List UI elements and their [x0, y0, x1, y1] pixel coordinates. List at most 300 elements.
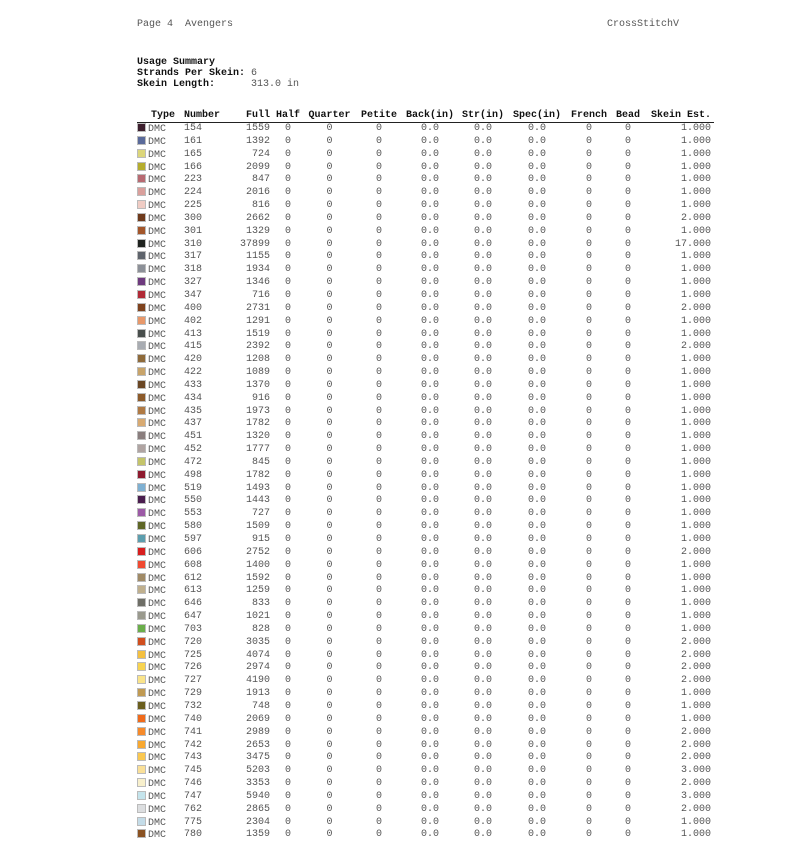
thread-type-cell — [137, 393, 181, 406]
half-count: 0 — [273, 778, 303, 791]
thread-number: 743 — [181, 752, 227, 765]
color-swatch-icon — [137, 585, 146, 594]
straight-length: 0.0 — [458, 765, 508, 778]
thread-type-cell — [137, 675, 181, 688]
straight-length: 0.0 — [458, 714, 508, 727]
thread-type: DMC — [148, 676, 166, 687]
half-count: 0 — [273, 714, 303, 727]
half-count: 0 — [273, 547, 303, 560]
table-header-row — [137, 110, 714, 123]
full-count: 1559 — [227, 123, 273, 136]
quarter-count: 0 — [303, 303, 356, 316]
thread-type: DMC — [148, 792, 166, 803]
straight-length: 0.0 — [458, 123, 508, 136]
page-number: Page 4 — [137, 19, 173, 30]
skein-estimate: 2.000 — [644, 727, 714, 740]
bead-count: 0 — [612, 354, 644, 367]
color-swatch-icon — [137, 393, 146, 402]
bead-count: 0 — [612, 752, 644, 765]
back-length: 0.0 — [402, 174, 458, 187]
straight-length: 0.0 — [458, 804, 508, 817]
bead-count: 0 — [612, 431, 644, 444]
french-count: 0 — [566, 277, 612, 290]
thread-number: 741 — [181, 727, 227, 740]
thread-type-cell — [137, 688, 181, 701]
back-length: 0.0 — [402, 354, 458, 367]
table-row — [137, 675, 714, 688]
full-count: 1777 — [227, 444, 273, 457]
bead-count: 0 — [612, 277, 644, 290]
petite-count: 0 — [356, 200, 402, 213]
thread-type-cell — [137, 264, 181, 277]
straight-length: 0.0 — [458, 521, 508, 534]
thread-type-cell — [137, 162, 181, 175]
color-swatch-icon — [137, 662, 146, 671]
special-length: 0.0 — [508, 187, 566, 200]
petite-count: 0 — [356, 637, 402, 650]
french-count: 0 — [566, 329, 612, 342]
petite-count: 0 — [356, 573, 402, 586]
bead-count: 0 — [612, 470, 644, 483]
bead-count: 0 — [612, 637, 644, 650]
thread-type-cell — [137, 277, 181, 290]
back-length: 0.0 — [402, 701, 458, 714]
bead-count: 0 — [612, 829, 644, 842]
half-count: 0 — [273, 534, 303, 547]
bead-count: 0 — [612, 778, 644, 791]
skein-estimate: 2.000 — [644, 637, 714, 650]
thread-type-cell — [137, 585, 181, 598]
thread-number: 415 — [181, 341, 227, 354]
special-length: 0.0 — [508, 740, 566, 753]
full-count: 1320 — [227, 431, 273, 444]
color-swatch-icon — [137, 495, 146, 504]
skein-estimate: 2.000 — [644, 675, 714, 688]
skein-estimate: 1.000 — [644, 174, 714, 187]
table-row — [137, 354, 714, 367]
thread-number: 762 — [181, 804, 227, 817]
back-length: 0.0 — [402, 418, 458, 431]
thread-type-cell — [137, 791, 181, 804]
special-length: 0.0 — [508, 829, 566, 842]
thread-type-cell — [137, 136, 181, 149]
color-swatch-icon — [137, 701, 146, 710]
quarter-count: 0 — [303, 778, 356, 791]
quarter-count: 0 — [303, 162, 356, 175]
full-count: 2653 — [227, 740, 273, 753]
bead-count: 0 — [612, 239, 644, 252]
thread-number: 402 — [181, 316, 227, 329]
table-row — [137, 136, 714, 149]
full-count: 1782 — [227, 470, 273, 483]
petite-count: 0 — [356, 329, 402, 342]
thread-number: 225 — [181, 200, 227, 213]
french-count: 0 — [566, 187, 612, 200]
thread-type: DMC — [148, 535, 166, 546]
special-length: 0.0 — [508, 277, 566, 290]
skein-estimate: 1.000 — [644, 187, 714, 200]
half-count: 0 — [273, 585, 303, 598]
back-length: 0.0 — [402, 547, 458, 560]
special-length: 0.0 — [508, 585, 566, 598]
petite-count: 0 — [356, 470, 402, 483]
quarter-count: 0 — [303, 829, 356, 842]
thread-type: DMC — [148, 728, 166, 739]
back-length: 0.0 — [402, 457, 458, 470]
petite-count: 0 — [356, 174, 402, 187]
back-length: 0.0 — [402, 149, 458, 162]
bead-count: 0 — [612, 123, 644, 136]
skein-estimate: 1.000 — [644, 611, 714, 624]
bead-count: 0 — [612, 316, 644, 329]
petite-count: 0 — [356, 354, 402, 367]
straight-length: 0.0 — [458, 560, 508, 573]
back-length: 0.0 — [402, 650, 458, 663]
color-swatch-icon — [137, 329, 146, 338]
color-swatch-icon — [137, 162, 146, 171]
table-row — [137, 534, 714, 547]
color-swatch-icon — [137, 740, 146, 749]
full-count: 2865 — [227, 804, 273, 817]
skein-estimate: 1.000 — [644, 277, 714, 290]
full-count: 1346 — [227, 277, 273, 290]
petite-count: 0 — [356, 483, 402, 496]
full-count: 828 — [227, 624, 273, 637]
straight-length: 0.0 — [458, 585, 508, 598]
table-row — [137, 727, 714, 740]
quarter-count: 0 — [303, 650, 356, 663]
thread-type-cell — [137, 727, 181, 740]
table-row — [137, 701, 714, 714]
full-count: 1400 — [227, 560, 273, 573]
back-length: 0.0 — [402, 508, 458, 521]
color-swatch-icon — [137, 714, 146, 723]
petite-count: 0 — [356, 752, 402, 765]
bead-count: 0 — [612, 226, 644, 239]
french-count: 0 — [566, 495, 612, 508]
special-length: 0.0 — [508, 483, 566, 496]
bead-count: 0 — [612, 740, 644, 753]
table-row — [137, 213, 714, 226]
full-count: 1934 — [227, 264, 273, 277]
half-count: 0 — [273, 341, 303, 354]
thread-number: 451 — [181, 431, 227, 444]
thread-type-cell — [137, 662, 181, 675]
thread-number: 400 — [181, 303, 227, 316]
half-count: 0 — [273, 277, 303, 290]
thread-type-cell — [137, 457, 181, 470]
thread-type: DMC — [148, 278, 166, 289]
half-count: 0 — [273, 470, 303, 483]
half-count: 0 — [273, 149, 303, 162]
half-count: 0 — [273, 316, 303, 329]
full-count: 1493 — [227, 483, 273, 496]
thread-number: 606 — [181, 547, 227, 560]
special-length: 0.0 — [508, 239, 566, 252]
straight-length: 0.0 — [458, 174, 508, 187]
french-count: 0 — [566, 174, 612, 187]
petite-count: 0 — [356, 431, 402, 444]
quarter-count: 0 — [303, 483, 356, 496]
thread-type-cell — [137, 624, 181, 637]
color-swatch-icon — [137, 444, 146, 453]
french-count: 0 — [566, 573, 612, 586]
skein-estimate: 1.000 — [644, 380, 714, 393]
straight-length: 0.0 — [458, 508, 508, 521]
thread-number: 720 — [181, 637, 227, 650]
table-row — [137, 637, 714, 650]
quarter-count: 0 — [303, 329, 356, 342]
col-number: Number — [181, 110, 227, 123]
thread-type-cell — [137, 431, 181, 444]
quarter-count: 0 — [303, 251, 356, 264]
thread-type: DMC — [148, 548, 166, 559]
quarter-count: 0 — [303, 187, 356, 200]
thread-number: 775 — [181, 817, 227, 830]
thread-number: 434 — [181, 393, 227, 406]
skein-estimate: 1.000 — [644, 444, 714, 457]
back-length: 0.0 — [402, 688, 458, 701]
quarter-count: 0 — [303, 200, 356, 213]
table-row — [137, 149, 714, 162]
back-length: 0.0 — [402, 213, 458, 226]
thread-type-cell — [137, 508, 181, 521]
full-count: 2016 — [227, 187, 273, 200]
skein-estimate: 1.000 — [644, 701, 714, 714]
petite-count: 0 — [356, 406, 402, 419]
thread-type: DMC — [148, 471, 166, 482]
special-length: 0.0 — [508, 393, 566, 406]
back-length: 0.0 — [402, 162, 458, 175]
straight-length: 0.0 — [458, 817, 508, 830]
straight-length: 0.0 — [458, 752, 508, 765]
petite-count: 0 — [356, 740, 402, 753]
half-count: 0 — [273, 200, 303, 213]
bead-count: 0 — [612, 149, 644, 162]
quarter-count: 0 — [303, 624, 356, 637]
skein-estimate: 2.000 — [644, 804, 714, 817]
full-count: 37899 — [227, 239, 273, 252]
straight-length: 0.0 — [458, 200, 508, 213]
french-count: 0 — [566, 380, 612, 393]
french-count: 0 — [566, 149, 612, 162]
special-length: 0.0 — [508, 534, 566, 547]
quarter-count: 0 — [303, 637, 356, 650]
quarter-count: 0 — [303, 714, 356, 727]
thread-type-cell — [137, 740, 181, 753]
skein-estimate: 2.000 — [644, 740, 714, 753]
bead-count: 0 — [612, 200, 644, 213]
half-count: 0 — [273, 624, 303, 637]
thread-type-cell — [137, 714, 181, 727]
back-length: 0.0 — [402, 675, 458, 688]
back-length: 0.0 — [402, 393, 458, 406]
french-count: 0 — [566, 727, 612, 740]
app-name: CrossStitchV — [607, 19, 679, 30]
color-swatch-icon — [137, 573, 146, 582]
full-count: 3353 — [227, 778, 273, 791]
half-count: 0 — [273, 521, 303, 534]
full-count: 816 — [227, 200, 273, 213]
full-count: 3035 — [227, 637, 273, 650]
french-count: 0 — [566, 778, 612, 791]
col-french: French — [566, 110, 612, 123]
thread-number: 742 — [181, 740, 227, 753]
color-swatch-icon — [137, 752, 146, 761]
color-swatch-icon — [137, 727, 146, 736]
thread-type: DMC — [148, 805, 166, 816]
straight-length: 0.0 — [458, 650, 508, 663]
bead-count: 0 — [612, 701, 644, 714]
petite-count: 0 — [356, 149, 402, 162]
french-count: 0 — [566, 290, 612, 303]
thread-type-cell — [137, 547, 181, 560]
thread-type-cell — [137, 174, 181, 187]
thread-number: 519 — [181, 483, 227, 496]
straight-length: 0.0 — [458, 431, 508, 444]
thread-type-cell — [137, 483, 181, 496]
straight-length: 0.0 — [458, 688, 508, 701]
bead-count: 0 — [612, 791, 644, 804]
back-length: 0.0 — [402, 752, 458, 765]
petite-count: 0 — [356, 791, 402, 804]
french-count: 0 — [566, 264, 612, 277]
petite-count: 0 — [356, 303, 402, 316]
thread-type-cell — [137, 418, 181, 431]
bead-count: 0 — [612, 521, 644, 534]
straight-length: 0.0 — [458, 573, 508, 586]
thread-type: DMC — [148, 715, 166, 726]
table-row — [137, 470, 714, 483]
quarter-count: 0 — [303, 239, 356, 252]
back-length: 0.0 — [402, 662, 458, 675]
half-count: 0 — [273, 598, 303, 611]
french-count: 0 — [566, 367, 612, 380]
back-length: 0.0 — [402, 611, 458, 624]
half-count: 0 — [273, 662, 303, 675]
petite-count: 0 — [356, 804, 402, 817]
french-count: 0 — [566, 470, 612, 483]
skein-estimate: 1.000 — [644, 418, 714, 431]
bead-count: 0 — [612, 380, 644, 393]
thread-type-cell — [137, 765, 181, 778]
special-length: 0.0 — [508, 650, 566, 663]
back-length: 0.0 — [402, 444, 458, 457]
bead-count: 0 — [612, 650, 644, 663]
straight-length: 0.0 — [458, 329, 508, 342]
col-quarter: Quarter — [303, 110, 356, 123]
thread-type-cell — [137, 406, 181, 419]
special-length: 0.0 — [508, 213, 566, 226]
french-count: 0 — [566, 508, 612, 521]
back-length: 0.0 — [402, 251, 458, 264]
half-count: 0 — [273, 611, 303, 624]
straight-length: 0.0 — [458, 547, 508, 560]
half-count: 0 — [273, 637, 303, 650]
thread-number: 727 — [181, 675, 227, 688]
full-count: 2662 — [227, 213, 273, 226]
petite-count: 0 — [356, 817, 402, 830]
bead-count: 0 — [612, 367, 644, 380]
half-count: 0 — [273, 251, 303, 264]
color-swatch-icon — [137, 123, 146, 132]
bead-count: 0 — [612, 329, 644, 342]
back-length: 0.0 — [402, 316, 458, 329]
quarter-count: 0 — [303, 585, 356, 598]
full-count: 2752 — [227, 547, 273, 560]
color-swatch-icon — [137, 136, 146, 145]
usage-table — [137, 110, 714, 842]
special-length: 0.0 — [508, 495, 566, 508]
col-skein-est: Skein Est. — [644, 110, 714, 123]
special-length: 0.0 — [508, 290, 566, 303]
full-count: 1973 — [227, 406, 273, 419]
bead-count: 0 — [612, 560, 644, 573]
skein-length-value: 313.0 in — [251, 79, 299, 90]
skein-estimate: 17.000 — [644, 239, 714, 252]
table-row — [137, 714, 714, 727]
thread-type: DMC — [148, 484, 166, 495]
full-count: 1913 — [227, 688, 273, 701]
half-count: 0 — [273, 431, 303, 444]
thread-type-cell — [137, 701, 181, 714]
quarter-count: 0 — [303, 354, 356, 367]
straight-length: 0.0 — [458, 418, 508, 431]
back-length: 0.0 — [402, 431, 458, 444]
color-swatch-icon — [137, 418, 146, 427]
full-count: 833 — [227, 598, 273, 611]
col-type: Type — [137, 110, 181, 123]
thread-type-cell — [137, 354, 181, 367]
color-swatch-icon — [137, 149, 146, 158]
petite-count: 0 — [356, 367, 402, 380]
full-count: 5203 — [227, 765, 273, 778]
thread-type: DMC — [148, 496, 166, 507]
special-length: 0.0 — [508, 560, 566, 573]
table-row — [137, 778, 714, 791]
straight-length: 0.0 — [458, 187, 508, 200]
skein-estimate: 1.000 — [644, 508, 714, 521]
table-row — [137, 791, 714, 804]
thread-number: 154 — [181, 123, 227, 136]
back-length: 0.0 — [402, 341, 458, 354]
straight-length: 0.0 — [458, 380, 508, 393]
thread-type: DMC — [148, 818, 166, 829]
table-row — [137, 483, 714, 496]
straight-length: 0.0 — [458, 444, 508, 457]
table-row — [137, 264, 714, 277]
straight-length: 0.0 — [458, 264, 508, 277]
quarter-count: 0 — [303, 418, 356, 431]
half-count: 0 — [273, 752, 303, 765]
color-swatch-icon — [137, 380, 146, 389]
full-count: 1329 — [227, 226, 273, 239]
half-count: 0 — [273, 457, 303, 470]
half-count: 0 — [273, 123, 303, 136]
full-count: 2989 — [227, 727, 273, 740]
thread-number: 437 — [181, 418, 227, 431]
bead-count: 0 — [612, 406, 644, 419]
thread-type-cell — [137, 817, 181, 830]
thread-type-cell — [137, 213, 181, 226]
straight-length: 0.0 — [458, 354, 508, 367]
skein-estimate: 1.000 — [644, 123, 714, 136]
petite-count: 0 — [356, 213, 402, 226]
back-length: 0.0 — [402, 495, 458, 508]
bead-count: 0 — [612, 714, 644, 727]
skein-estimate: 1.000 — [644, 688, 714, 701]
quarter-count: 0 — [303, 213, 356, 226]
